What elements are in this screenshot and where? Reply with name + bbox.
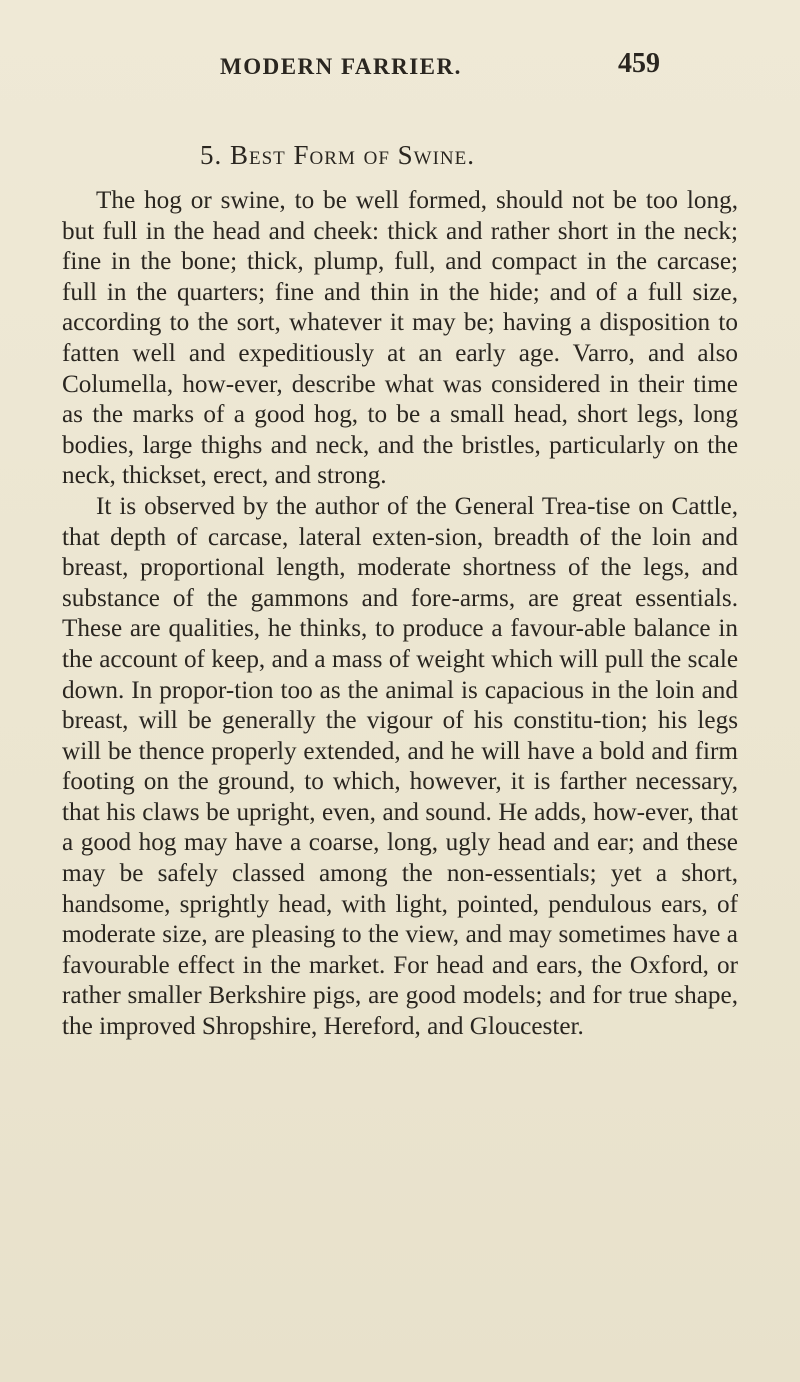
running-header [220,48,660,88]
body-text [62,186,738,1043]
section-heading: 5. Best Form of Swine. [200,140,475,170]
paragraph-2: It is observed by the author of the General Trea-tise on Cattle, that depth of carcase, lateral exten-sion, breadth of the loin and breast, proportional length, moderate shortness of the legs, and substance of the gammons and fore-arms, are great essentials. These are qualities, he thinks, to produce a favour-able balance in the account of keep, and a mass of weight which will pull the scale down. In propor-tion too as the animal is capacious in the loin and breast, will be generally the vigour of his constitu-tion; his legs will be thence properly extended, and he will have a bold and firm footing on the ground, to which, however, it is farther necessary, that his claws be upright, even, and sound. He adds, how-ever, that a good hog may have a coarse, long, ugly head and ear; and these may be safely classed among the non-essentials; yet a short, handsome, sprightly head, with light, pointed, pendulous ears, of moderate size, are pleasing to the view, and may sometimes have a favourable effect in the market. For head and ears, the Oxford, or rather smaller Berkshire pigs, are good models; and for true shape, the improved Shropshire, Hereford, and Gloucester. [62,492,738,1041]
paragraph-1: The hog or swine, to be well formed, should not be too long, but full in the head and cheek: thick and rather short in the neck; fine in the bone; thick, plump, full, and compact in the carcase; full in the quarters; fine and thin in the hide; and of a full size, according to the sort, whatever it may be; having a disposition to fatten well and expeditiously at an early age. Varro, and also Columella, how-ever, describe what was considered in their time as the marks of a good hog, to be a small head, short legs, long bodies, large thighs and neck, and the bristles, particularly on the neck, thickset, erect, and strong. [62,187,738,490]
running-title: MODERN FARRIER. [220,54,462,79]
page-number: 459 [618,48,660,79]
